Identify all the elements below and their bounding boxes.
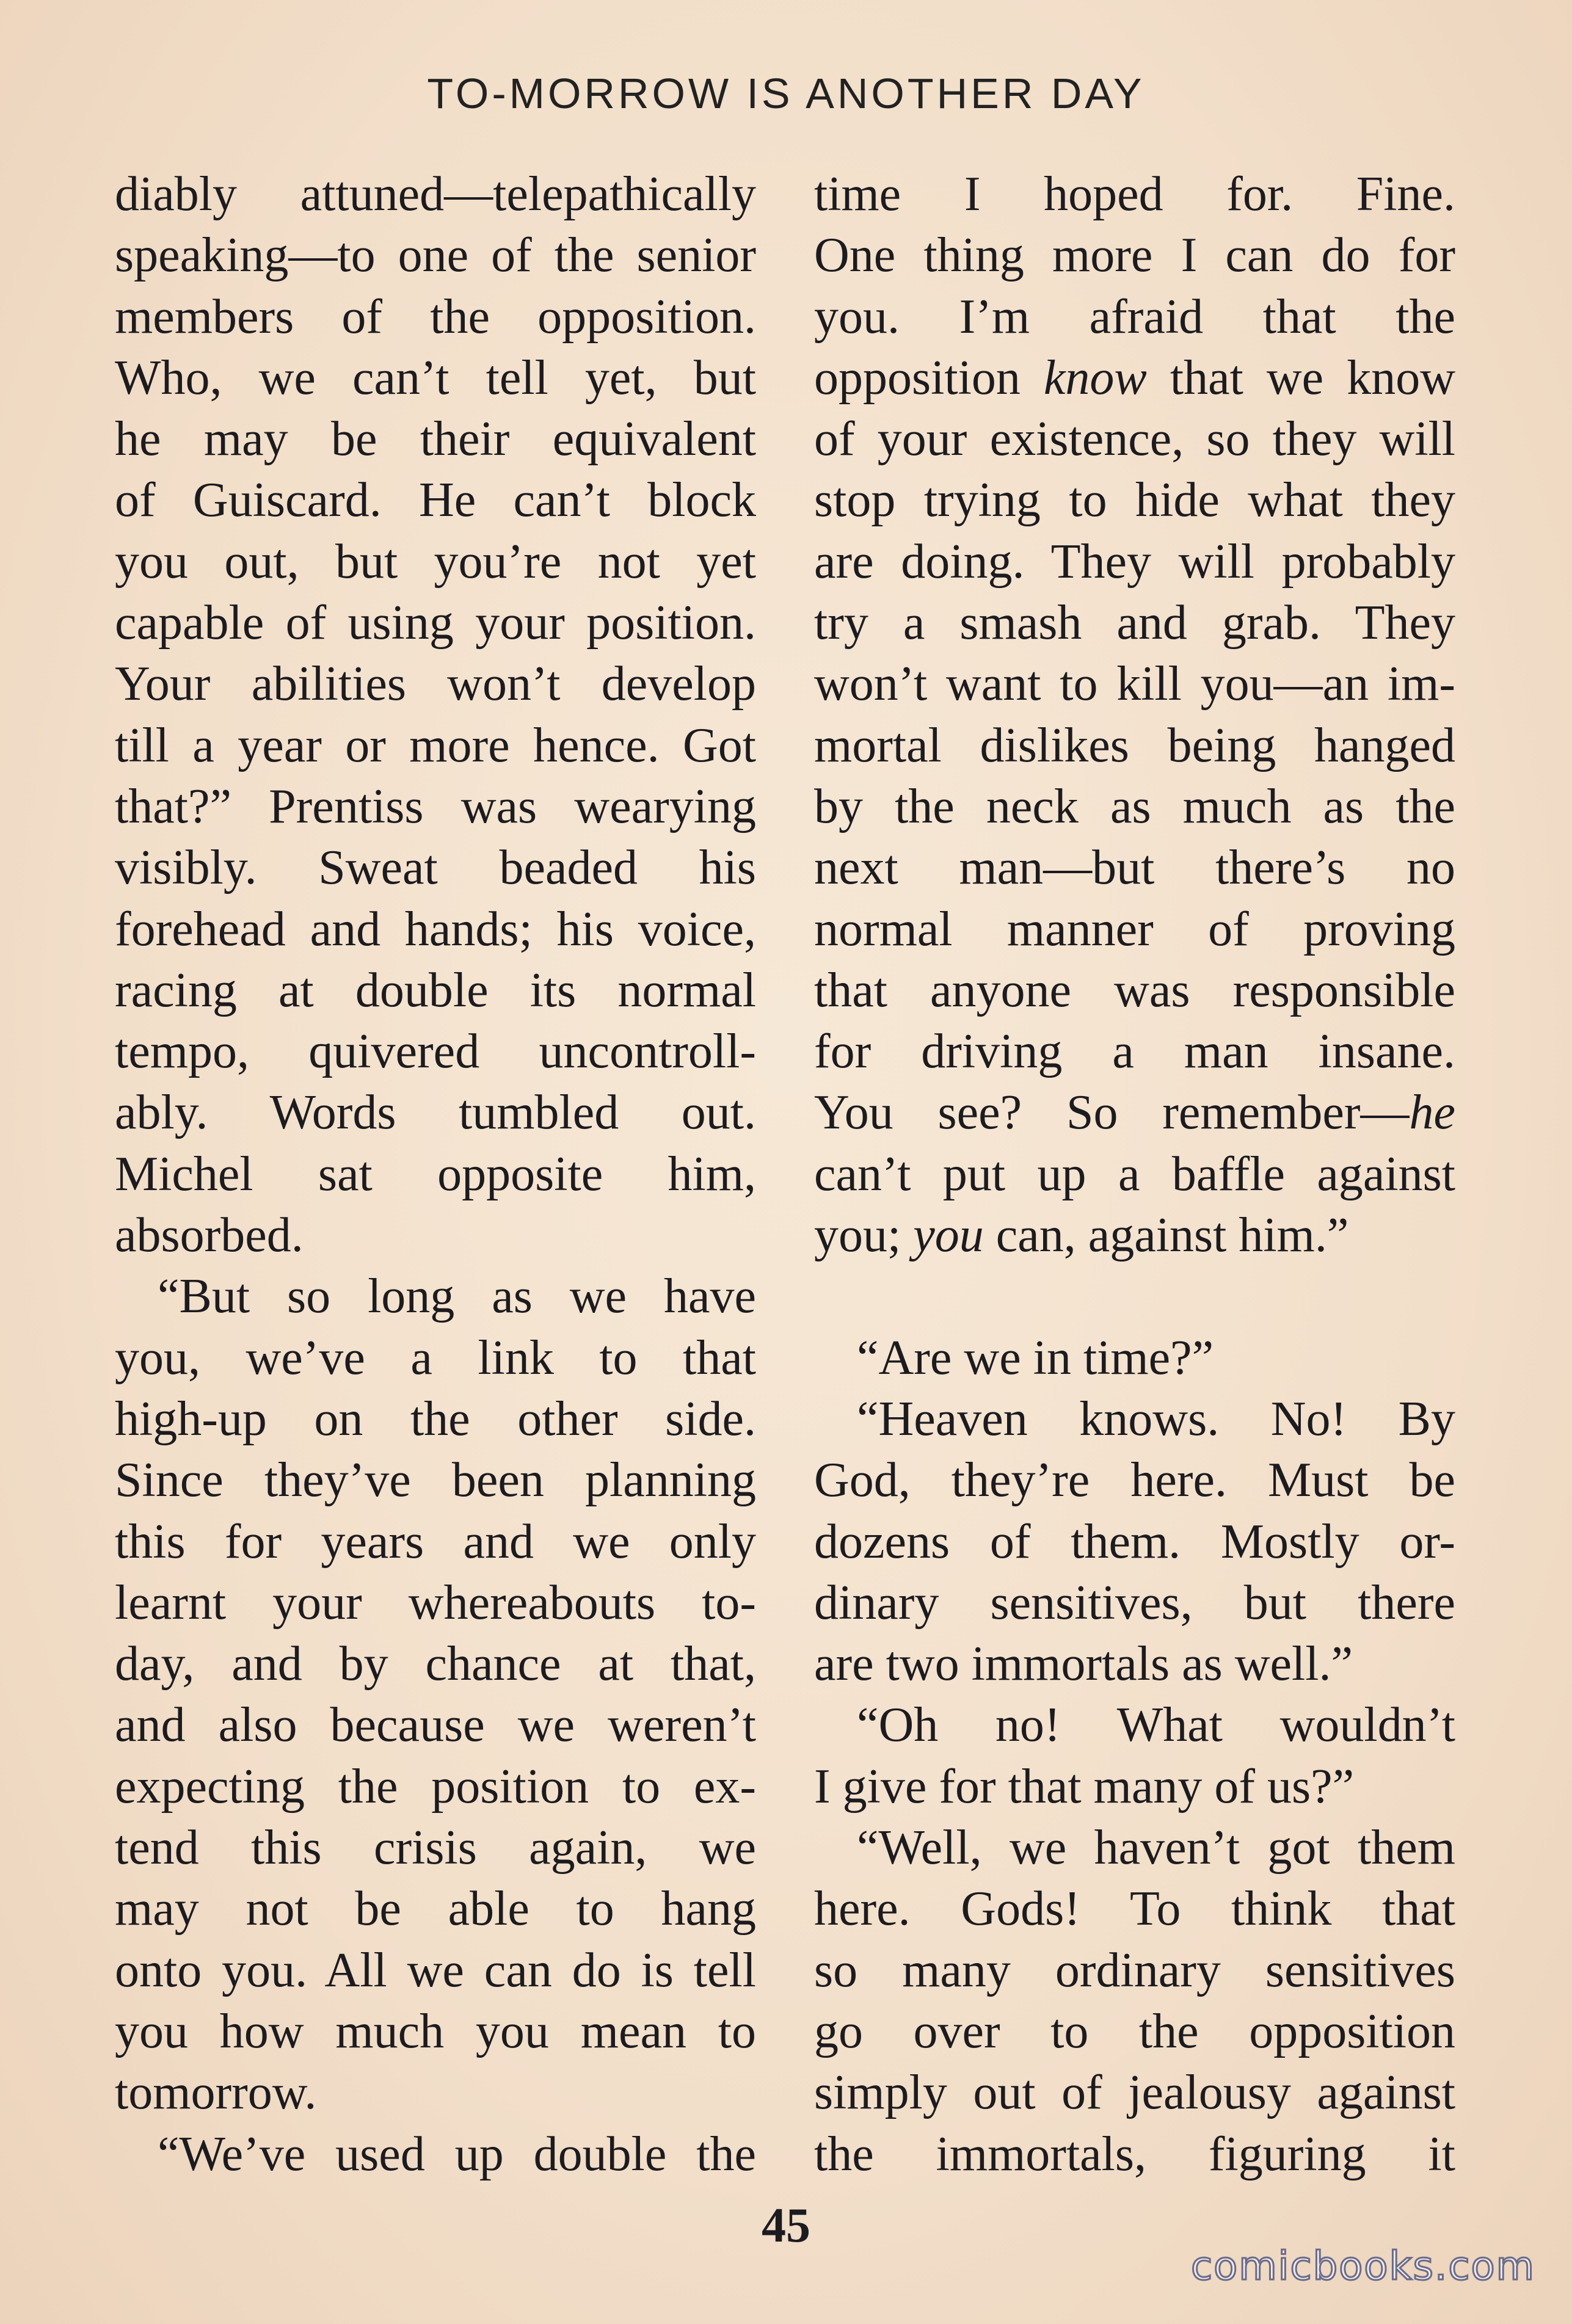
- text-line: are two immortals as well.”: [814, 1637, 1353, 1691]
- text-line: capable of using your position.: [115, 596, 756, 650]
- text-line: of Guiscard. He can’t block: [115, 473, 756, 528]
- text-line: dinary sensitives, but there: [814, 1575, 1455, 1630]
- line-text-before: opposition: [814, 350, 1044, 405]
- line-text-before: You see? So remember—: [814, 1086, 1410, 1140]
- text-line: racing at double its normal: [115, 963, 756, 1017]
- text-line: mortal dislikes being hanged: [814, 718, 1455, 772]
- text-line: ably. Words tumbled out.: [115, 1086, 756, 1140]
- left-text-column: [115, 164, 756, 2185]
- text-line: day, and by chance at that,: [115, 1637, 756, 1691]
- text-line: you how much you mean to: [115, 2004, 756, 2058]
- text-line: [814, 1205, 1455, 1266]
- text-line: the immortals, figuring it: [814, 2127, 1455, 2181]
- text-line: till a year or more hence. Got: [115, 718, 756, 772]
- text-line: so many ordinary sensitives: [814, 1943, 1455, 1997]
- right-text-column: [814, 164, 1455, 2185]
- text-line: onto you. All we can do is tell: [115, 1943, 756, 1997]
- text-line: visibly. Sweat beaded his: [115, 841, 756, 895]
- text-line: “But so long as we have: [158, 1269, 756, 1324]
- text-line: high-up on the other side.: [115, 1392, 756, 1446]
- text-line: learnt your whereabouts to-: [115, 1575, 756, 1630]
- text-line: won’t want to kill you—an im-: [814, 657, 1455, 711]
- text-line: may not be able to hang: [115, 1882, 756, 1936]
- line-text-after: can, against him.”: [983, 1208, 1349, 1263]
- text-line: [814, 347, 1455, 409]
- text-line: absorbed.: [115, 1208, 304, 1263]
- line-text-after: that we know: [1146, 350, 1456, 405]
- page-number: 45: [762, 2199, 810, 2253]
- text-line: dozens of them. Mostly or-: [814, 1514, 1455, 1569]
- text-line: Who, we can’t tell yet, but: [115, 350, 756, 405]
- text-line: you, we’ve a link to that: [115, 1331, 756, 1385]
- text-line: Your abilities won’t develop: [115, 657, 756, 711]
- text-line: you out, but you’re not yet: [115, 534, 756, 589]
- text-line: try a smash and grab. They: [814, 596, 1455, 650]
- text-line: of your existence, so they will: [814, 412, 1455, 467]
- text-line: he may be their equivalent: [115, 412, 756, 467]
- text-line: members of the opposition.: [115, 289, 756, 344]
- text-line: “Are we in time?”: [857, 1331, 1214, 1385]
- text-line: “Well, we haven’t got them: [857, 1821, 1455, 1875]
- text-line: speaking—to one of the senior: [115, 228, 756, 283]
- text-line: [814, 1266, 1455, 1327]
- text-line: Michel sat opposite him,: [115, 1147, 756, 1201]
- text-line: this for years and we only: [115, 1514, 756, 1569]
- text-line: forehead and hands; his voice,: [115, 902, 756, 956]
- text-line: tempo, quivered uncontroll-: [115, 1025, 756, 1079]
- text-line: for driving a man insane.: [814, 1025, 1455, 1079]
- text-line: go over to the opposition: [814, 2004, 1455, 2058]
- line-text-before: you;: [814, 1208, 914, 1263]
- text-line: normal manner of proving: [814, 902, 1455, 956]
- text-line: God, they’re here. Must be: [814, 1453, 1455, 1508]
- emphasized-word: he: [1409, 1086, 1455, 1140]
- text-line: diably attuned—telepathically: [115, 167, 756, 221]
- text-line: stop trying to hide what they: [814, 473, 1455, 528]
- text-line: you. I’m afraid that the: [814, 289, 1455, 344]
- text-line: tend this crisis again, we: [115, 1821, 756, 1875]
- text-line: I give for that many of us?”: [814, 1759, 1355, 1814]
- text-line: and also because we weren’t: [115, 1698, 756, 1752]
- text-line: can’t put up a baffle against: [814, 1147, 1455, 1201]
- text-line: that?” Prentiss was wearying: [115, 779, 756, 833]
- text-line: that anyone was responsible: [814, 963, 1455, 1017]
- text-line: “We’ve used up double the: [158, 2127, 756, 2181]
- text-line: “Heaven knows. No! By: [857, 1392, 1455, 1446]
- running-head: TO-MORROW IS ANOTHER DAY: [427, 70, 1145, 117]
- emphasized-word: you: [913, 1208, 984, 1263]
- text-line: [814, 1082, 1455, 1143]
- text-line: Since they’ve been planning: [115, 1453, 756, 1508]
- text-line: here. Gods! To think that: [814, 1882, 1455, 1936]
- text-line: expecting the position to ex-: [115, 1759, 756, 1814]
- text-line: simply out of jealousy against: [814, 2066, 1455, 2120]
- emphasized-word: know: [1043, 350, 1147, 405]
- text-line: are doing. They will probably: [814, 534, 1455, 589]
- text-line: “Oh no! What wouldn’t: [857, 1698, 1455, 1752]
- text-line: tomorrow.: [115, 2066, 317, 2120]
- text-line: next man—but there’s no: [814, 841, 1455, 895]
- text-line: by the neck as much as the: [814, 779, 1455, 833]
- site-watermark: comicbooks.com: [1190, 2244, 1535, 2289]
- text-line: One thing more I can do for: [814, 228, 1455, 283]
- text-line: time I hoped for. Fine.: [814, 167, 1455, 221]
